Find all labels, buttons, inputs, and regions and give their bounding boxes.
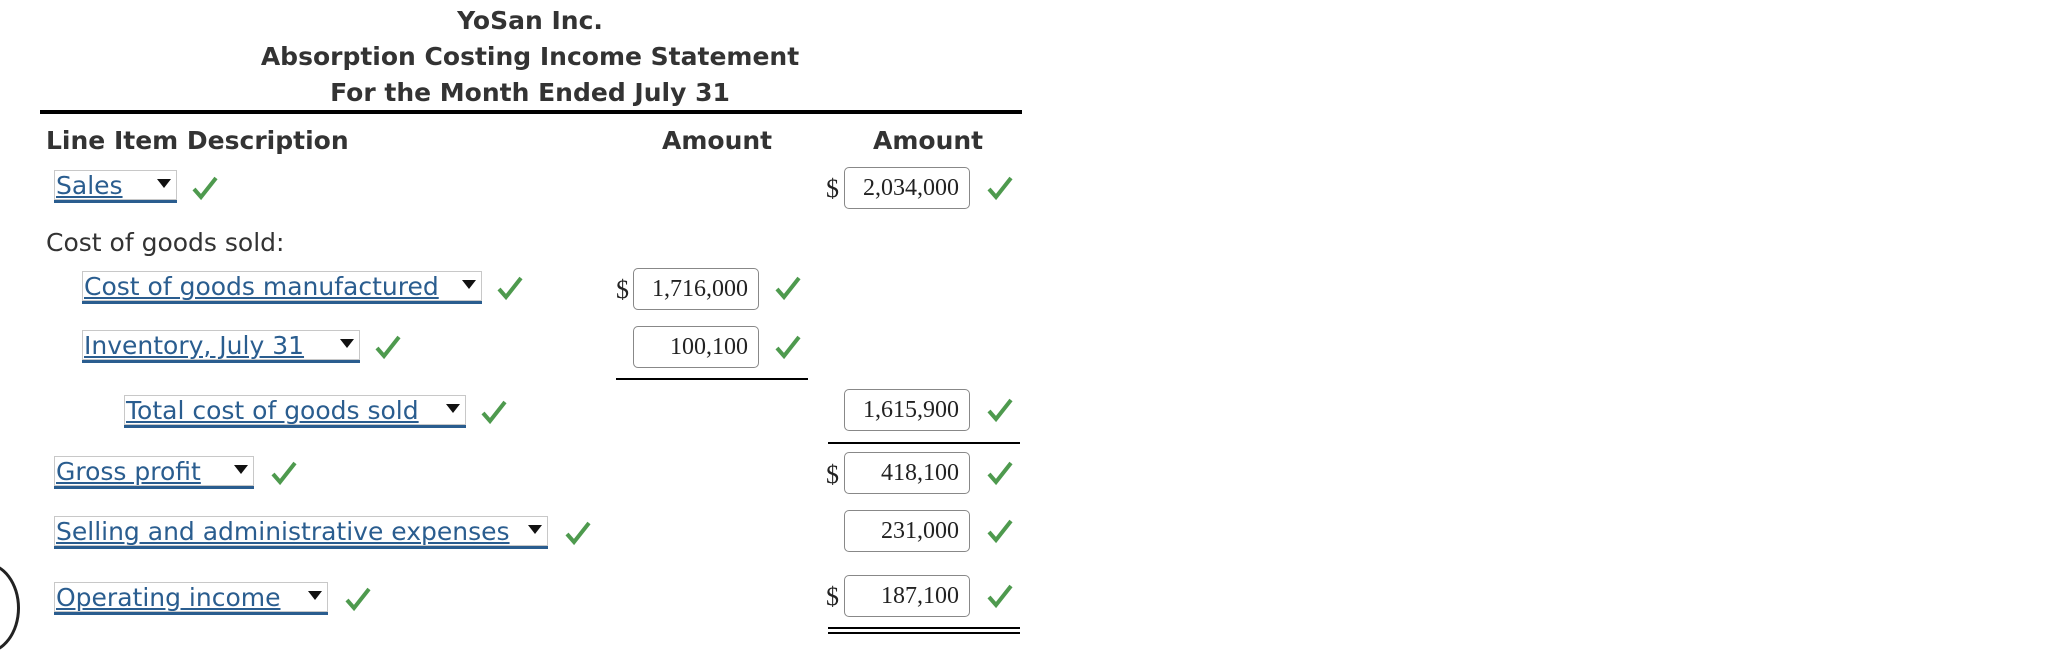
- total-cogs-dropdown[interactable]: [124, 395, 466, 428]
- cogs-total-rule: [828, 442, 1020, 444]
- cogm-dropdown-label: Cost of goods manufactured: [84, 271, 439, 301]
- check-icon: [564, 519, 592, 547]
- total-cogs-amount-input[interactable]: 1,615,900: [844, 389, 970, 431]
- double-rule-bottom: [828, 632, 1020, 634]
- sga-amount-input[interactable]: 231,000: [844, 510, 970, 552]
- check-icon: [986, 396, 1014, 424]
- check-icon: [374, 333, 402, 361]
- chevron-down-icon: [446, 404, 460, 413]
- gross-profit-dropdown[interactable]: [54, 456, 254, 489]
- sales-amount-input[interactable]: 2,034,000: [844, 167, 970, 209]
- chevron-down-icon: [157, 179, 171, 188]
- check-icon: [774, 274, 802, 302]
- header-rule: [40, 110, 1022, 114]
- check-icon: [344, 585, 372, 613]
- check-icon: [774, 333, 802, 361]
- chevron-down-icon: [234, 465, 248, 474]
- check-icon: [270, 459, 298, 487]
- operating-income-amount-input[interactable]: 187,100: [844, 575, 970, 617]
- sales-dollar-sign: $: [826, 174, 839, 203]
- chevron-down-icon: [308, 591, 322, 600]
- inventory-dropdown-label: Inventory, July 31: [84, 330, 305, 360]
- cogm-dollar-sign: $: [616, 275, 629, 304]
- operating-income-dropdown-label: Operating income: [56, 582, 281, 612]
- check-icon: [986, 459, 1014, 487]
- cogs-section-label: Cost of goods sold:: [46, 228, 285, 257]
- inventory-amount-input[interactable]: 100,100: [633, 326, 759, 368]
- check-icon: [480, 398, 508, 426]
- chevron-down-icon: [462, 280, 476, 289]
- col-description-header: Line Item Description: [46, 126, 349, 155]
- sales-dropdown-label: Sales: [56, 170, 123, 200]
- col-amount2-header: Amount: [873, 126, 984, 155]
- subtotal-rule: [616, 378, 808, 380]
- sga-dropdown[interactable]: [54, 516, 548, 549]
- gross-profit-amount-input[interactable]: 418,100: [844, 452, 970, 494]
- check-icon: [986, 582, 1014, 610]
- sales-dropdown[interactable]: [54, 170, 177, 203]
- check-icon: [191, 174, 219, 202]
- gross-profit-dropdown-label: Gross profit: [56, 456, 201, 486]
- check-icon: [986, 517, 1014, 545]
- side-circle-button[interactable]: [0, 562, 20, 654]
- cogm-dropdown[interactable]: [82, 271, 482, 304]
- gross-profit-dollar-sign: $: [826, 460, 839, 489]
- operating-income-dropdown[interactable]: [54, 582, 328, 615]
- chevron-down-icon: [340, 339, 354, 348]
- sga-dropdown-label: Selling and administrative expenses: [56, 516, 510, 546]
- check-icon: [496, 274, 524, 302]
- operating-income-dollar-sign: $: [826, 582, 839, 611]
- col-amount1-header: Amount: [662, 126, 773, 155]
- check-icon: [986, 174, 1014, 202]
- statement-title: Absorption Costing Income Statement: [260, 42, 800, 71]
- statement-period: For the Month Ended July 31: [330, 78, 730, 107]
- company-name: YoSan Inc.: [457, 6, 603, 35]
- inventory-dropdown[interactable]: [82, 330, 360, 363]
- double-rule-top: [828, 627, 1020, 629]
- cogm-amount-input[interactable]: 1,716,000: [633, 268, 759, 310]
- total-cogs-dropdown-label: Total cost of goods sold: [126, 395, 419, 425]
- chevron-down-icon: [528, 525, 542, 534]
